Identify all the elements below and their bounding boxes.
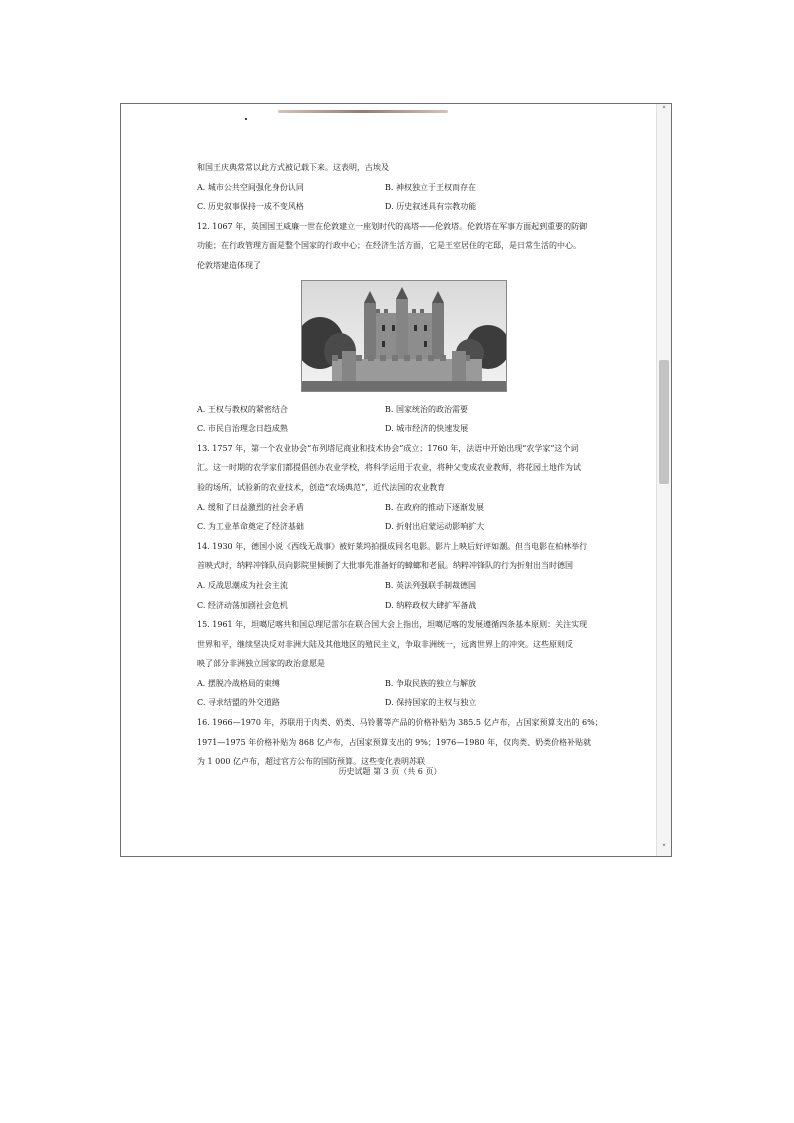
scroll-down-icon[interactable]: ˅	[661, 844, 667, 854]
question-13-options-row-1	[197, 498, 627, 518]
document-viewer	[120, 103, 672, 857]
photo-container	[197, 276, 627, 400]
question-12-options-row-2	[197, 419, 627, 439]
option-d: D. 保持国家的主权与独立	[385, 698, 477, 708]
option-a: A. 摆脱冷战格局的束缚	[197, 678, 280, 688]
question-15-options-row-2	[197, 693, 627, 713]
option-d: D. 历史叙述具有宗教功能	[385, 202, 477, 212]
question-14-line-1: 14. 1930 年，德国小说《西线无战事》被好莱坞拍摄成同名电影。影片上映后好评如潮。但当电影在柏林举行	[197, 541, 588, 551]
question-12-line-3: 伦敦塔建造体现了	[197, 260, 261, 270]
scan-dot	[245, 118, 247, 120]
option-d: D. 城市经济的快速发展	[385, 424, 469, 434]
question-11-options-row-2	[197, 197, 627, 217]
option-b: B. 神权独立于王权而存在	[385, 182, 476, 192]
question-11-options-row-1	[197, 178, 627, 198]
question-15-line-1: 15. 1961 年，坦噶尼喀共和国总理尼雷尔在联合国大会上指出，坦噶尼喀的发展遵循四条基本原则：关注实现	[197, 620, 588, 630]
option-b: B. 在政府的推动下逐渐发展	[385, 502, 484, 512]
option-c: C. 为工业革命奠定了经济基础	[197, 522, 304, 532]
question-14-options-row-1	[197, 576, 627, 596]
option-b: B. 国家统治的政治需要	[385, 404, 468, 414]
page-footer: 历史试题 第 3 页（共 6 页）	[338, 767, 442, 776]
option-a: A. 缓和了日益激烈的社会矛盾	[197, 502, 304, 512]
question-16-line-1: 16. 1966—1970 年，苏联用于肉类、奶类、马铃薯等产品的价格补贴为 385.5 亿卢布，占国家预算支出的 6%；	[197, 718, 603, 728]
option-a: A. 城市公共空间强化身份认同	[197, 182, 304, 192]
option-c: C. 寻求结盟的外交道路	[197, 698, 280, 708]
question-13-line-3: 验的场所，试验新的农业技术，创造“农场典范”，近代法国的农业教育	[197, 482, 446, 492]
page-content	[197, 158, 627, 772]
option-d: D. 折射出启蒙运动影响扩大	[385, 522, 485, 532]
option-b: B. 争取民族的独立与解放	[385, 678, 476, 688]
option-a: A. 反战思潮成为社会主流	[197, 580, 288, 590]
question-13-line-2: 汇。这一时期的农学家们都提倡创办农业学校，将科学运用于农业，将种父变成农业教师，将花园土地作为试	[197, 463, 581, 473]
option-d: D. 纳粹政权大肆扩军备战	[385, 600, 477, 610]
vertical-scrollbar[interactable]	[656, 104, 671, 856]
scroll-up-icon[interactable]: ˄	[661, 106, 667, 116]
question-13-options-row-2	[197, 517, 627, 537]
option-c: C. 历史叙事保持一成不变风格	[197, 202, 304, 212]
question-12-line-2: 功能；在行政管理方面是整个国家的行政中心；在经济生活方面，它是王室居住的宅邸，是日常生活的中心。	[197, 241, 581, 251]
option-c: C. 市民自治理念日趋成熟	[197, 424, 288, 434]
question-14-options-row-2	[197, 596, 627, 616]
question-15-line-2: 世界和平，继续坚决反对非洲大陆及其他地区的殖民主义，争取非洲统一，远离世界上的冲突。这些原则反	[197, 639, 573, 649]
question-14-line-2: 首映式时，纳粹冲锋队员向影院里倾倒了大批事先准备好的蟑螂和老鼠。纳粹冲锋队的行为折射出当时德国	[197, 561, 573, 571]
option-b: B. 英法列强联手制裁德国	[385, 580, 476, 590]
exam-page	[123, 106, 657, 854]
question-13-line-1: 13. 1757 年，第一个农业协会“布列塔尼商业和技术协会”成立；1760 年，法语中开始出现“农学家”这个词	[197, 443, 579, 453]
question-12-options-row-1	[197, 400, 627, 420]
scroll-thumb[interactable]	[659, 360, 669, 484]
tower-of-london-photo	[301, 280, 507, 392]
scan-artifact	[278, 110, 448, 113]
question-16-line-3: 为 1 000 亿卢布，超过官方公布的国防预算。这些变化表明苏联	[197, 757, 425, 767]
option-a: A. 王权与教权的紧密结合	[197, 404, 288, 414]
question-15-options-row-1	[197, 674, 627, 694]
question-16-line-2: 1971—1975 年价格补贴为 868 亿卢布，占国家预算支出的 9%；1976—1980 年，仅肉类、奶类价格补贴就	[197, 737, 592, 747]
option-c: C. 经济动荡加剧社会危机	[197, 600, 288, 610]
question-11-continuation: 和国王庆典常常以此方式被记载下来。这表明，古埃及	[197, 163, 389, 172]
question-12-line-1: 12. 1067 年，英国国王威廉一世在伦敦建立一座划时代的高塔——伦敦塔。伦敦塔在军事方面起到重要的防御	[197, 221, 588, 231]
question-15-line-3: 映了部分非洲独立国家的政治意愿是	[197, 659, 325, 669]
